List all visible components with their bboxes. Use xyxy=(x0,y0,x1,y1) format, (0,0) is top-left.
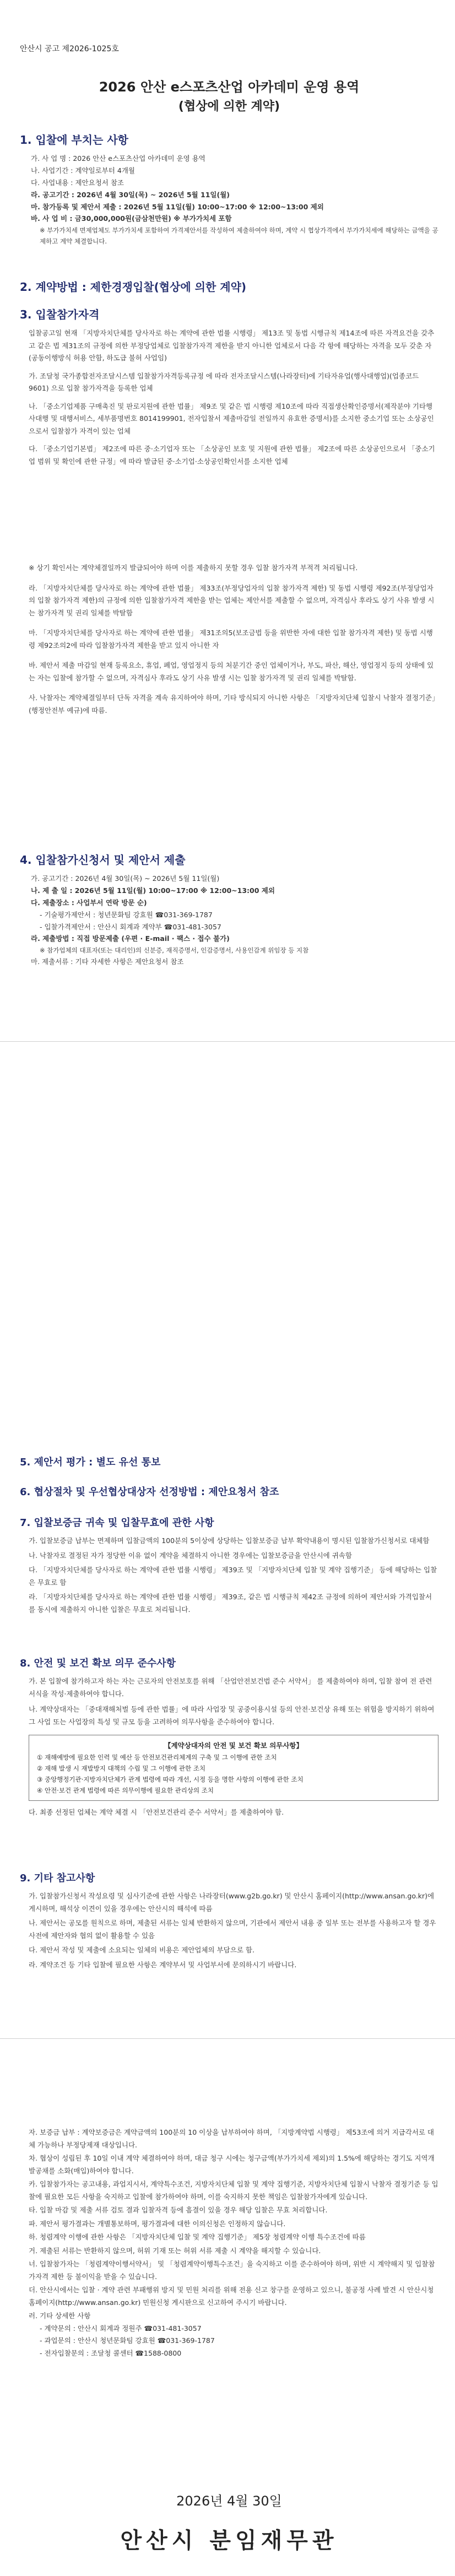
list-item: 다. 최종 선정된 업체는 계약 체결 시 「안전보건관리 준수 서약서」를 제출하여야 함. xyxy=(29,1808,284,1817)
section-4 xyxy=(20,851,438,968)
issuer-name: 안산시 분임재무관 xyxy=(120,2528,338,2553)
note: 라. 「지방자치단체를 당사자로 하는 계약에 관한 법률」 제33조(부정당업자의 입찰 참가자격 제한) 및 동법 시행령 제92조(부정당업자의 입찰 참가자격 제한)의 규정에 의한 입찰참가자격 제한을 받는 업체는 제안서를 제출할 수 없으며, 자격심사 후라도 상기 사유 발생 시는 참가자격 및 권리 일체를 박탈함 xyxy=(29,583,435,617)
contact-item: - 입찰가격제안서 : 안산시 회계과 계약부 ☎031-481-3057 xyxy=(40,922,221,931)
box-item: ② 재해 발생 시 재발방지 대책의 수립 및 그 이행에 관한 조치 xyxy=(37,1765,206,1772)
list-item: 다. 제안서 작성 및 제출에 소요되는 일체의 비용은 제안업체의 부담으로 함. xyxy=(29,1946,254,1954)
section-6 xyxy=(20,1484,438,1498)
document-subtitle: (협상에 의한 계약) xyxy=(178,100,280,113)
list-item: 라. 「지방자치단체를 당사자로 하는 계약에 관한 법률 시행령」 제39조, 같은 법 시행규칙 제42조 규정에 의하여 제안서와 가격입찰서를 동시에 제출하지 아니한 입찰은 무효로 처리됩니다. xyxy=(29,1593,432,1614)
list-item: 나. 계약상대자는 「중대재해처벌 등에 관한 법률」에 따라 사업장 및 공중이용시설 등의 안전·보건상 유해 또는 위험을 방지하기 위하여 그 사업 또는 사업장의 특성 및 규모 등을 고려하여 의무사항을 준수하여야 합니다. xyxy=(29,1705,435,1726)
box-item: ③ 중앙행정기관·지방자치단체가 관계 법령에 따라 개선, 시정 등을 명한 사항의 이행에 관한 조치 xyxy=(37,1776,304,1784)
section-1 xyxy=(20,131,438,247)
list-item: 가. 입찰보증금 납부는 면제하며 입찰금액의 100분의 5이상에 상당하는 입찰보증금 납부 확약내용이 명시된 입찰참가신청서로 대체함 xyxy=(29,1536,430,1545)
note: ※ 부가가치세 면제업체도 부가가치세 포함하여 가격제안서를 작성하여 제출하여야 하며, 계약 시 협상가격에서 부가가치세에 해당하는 금액을 공제하고 계약 체결합니다. xyxy=(40,226,438,246)
document-title: 2026 안산 e스포츠산업 아카데미 운영 용역 xyxy=(99,79,360,95)
section-heading: 5. 제안서 평가 : 별도 유선 통보 xyxy=(20,1457,161,1468)
section-heading: 1. 입찰에 부치는 사항 xyxy=(20,133,128,147)
list-item: 타. 입찰 마감 및 제출 서류 검토 결과 입찰자격 등에 흠결이 있을 경우 해당 입찰은 무효 처리합니다. xyxy=(29,2206,328,2214)
list-item: 다. 사업내용 : 제안요청서 참조 xyxy=(31,178,124,187)
page-break xyxy=(0,2038,455,2039)
list-item: 라. 제출방법 : 직접 방문제출 (우편 · E-mail · 팩스 · 접수 불가) xyxy=(31,934,230,943)
section-3 xyxy=(20,306,438,468)
contact-item: - 계약문의 : 안산시 회계과 정원주 ☎031-481-3057 xyxy=(40,2324,202,2333)
list-item: 나. 사업기간 : 계약일로부터 4개월 xyxy=(31,166,136,175)
list-item: 자. 보증금 납부 : 계약보증금은 계약금액의 100분의 10 이상을 납부하여야 하며, 「지방계약법 시행령」 제53조에 의거 지급각서로 대체 가능하나 부정당제재 대상입니다. xyxy=(29,2128,435,2149)
list-item: 파. 제안서 평가결과는 개별통보하며, 평가결과에 대한 이의신청은 인정하지 않습니다. xyxy=(29,2219,286,2228)
section-heading: 3. 입찰참가자격 xyxy=(20,308,100,321)
section-3-notes xyxy=(20,562,438,717)
section-heading: 2. 계약방법 : 제한경쟁입찰(협상에 의한 계약) xyxy=(20,280,247,294)
section-heading: 8. 안전 및 보건 확보 의무 준수사항 xyxy=(20,1658,176,1669)
list-item: 러. 기타 상세한 사항 xyxy=(29,2312,91,2320)
document-number: 안산시 공고 제2026-1025호 xyxy=(20,45,119,53)
note: ※ 참가업체의 대표자(또는 대리인)의 신분증, 재직증명서, 인감증명서, 사용인감계 위임장 등 지참 xyxy=(40,946,309,955)
obligations-box xyxy=(29,1735,438,1801)
note: ※ 상기 확인서는 계약체결일까지 발급되어야 하며 이를 제출하지 못할 경우 입찰 참가자격 부적격 처리됩니다. xyxy=(29,564,358,572)
note: 바. 제안서 제출 마감일 현재 등록요소, 휴업, 폐업, 영업정지 등의 처분기간 중인 업체이거나, 부도, 파산, 해산, 영업정지 등의 상태에 있는 자는 입찰에 참가할 수 없으며, 자격심사 후라도 상기 사유 발생 시는 입찰 참가자격 및 권리 일체를 박탈함. xyxy=(29,661,434,682)
section-heading: 6. 협상절차 및 우선협상대상자 선정방법 : 제안요청서 참조 xyxy=(20,1486,279,1498)
contact-item: - 과업문의 : 안산시 청년문화팀 강효원 ☎031-369-1787 xyxy=(40,2336,215,2345)
page-break xyxy=(0,1041,455,1042)
section-heading: 9. 기타 참고사항 xyxy=(20,1873,95,1884)
list-item: 더. 안산시에서는 입찰 · 계약 관련 부패행위 방지 및 민원 처리를 위해 전용 신고 창구를 운영하고 있으니, 불공정 사례 발견 시 안산시청 홈페이지(http://www.ansan.go.kr) 민원신청 게시판으로 신고하여 주시기 바랍니다. xyxy=(29,2286,434,2307)
note: 마. 「지방자치단체를 당사자로 하는 계약에 관한 법률」 제31조의5(보조금법 등을 위반한 자에 대한 입찰 참가자격 제한) 및 동법 시행령 제92조의2에 따라 입찰참가자격 제한을 받고 있지 아니한 자 xyxy=(29,629,433,650)
list-item: 다. 제출장소 : 사업부서 연락 방문 순) xyxy=(31,898,147,907)
list-item: 하. 청렴계약 이행에 관한 사항은 「지방자치단체 입찰 및 계약 집행기준」 제5장 청렴계약 이행 특수조건에 따름 xyxy=(29,2233,366,2241)
list-item: 가. 사 업 명 : 2026 안산 e스포츠산업 아카데미 운영 용역 xyxy=(31,154,205,163)
issue-date: 2026년 4월 30일 xyxy=(176,2493,282,2509)
section-heading: 4. 입찰참가신청서 및 제안서 제출 xyxy=(20,853,186,867)
paragraph: 입찰공고일 현재 「지방자치단체를 당사자로 하는 계약에 관한 법률 시행령」 제13조 및 동법 시행규칙 제14조에 따른 자격요건을 갖추고 같은 법 제31조의 규정에 의한 부정당업체로 입찰참가자격 제한을 받지 아니한 업체로서 다음 각 항에 해당하는 자격을 모두 갖춘 자 (공동이행방식 허용 안함, 하도급 불허 사업임) xyxy=(29,329,435,362)
list-item: 가. 공고기간 : 2026년 4월 30일(목) ~ 2026년 5월 11일(월) xyxy=(31,874,220,883)
contact-item: - 기술평가제안서 : 청년문화팀 강효원 ☎031-369-1787 xyxy=(40,910,213,919)
paragraph: 가. 조달청 국가종합전자조달시스템 입찰참가자격등록규정 에 따라 전자조달시스템(나라장터)에 기타자유업(행사대행업)(업종코드 9601) 으로 입찰 참가자격을 등록한 업체 xyxy=(29,371,419,392)
contact-item: - 전자입찰문의 : 조달청 콜센터 ☎1588-0800 xyxy=(40,2348,182,2357)
list-item: 바. 사 업 비 : 금30,000,000원(금삼천만원) ※ 부가가치세 포함 xyxy=(31,214,232,223)
list-item: 라. 공고기간 : 2026년 4월 30일(목) ~ 2026년 5월 11일(월) xyxy=(31,190,230,199)
list-item: 가. 본 입찰에 참가하고자 하는 자는 근로자의 안전보호를 위해 「산업안전보건법 준수 서약서」 를 제출하여야 하며, 입찰 참여 전 관련 서식을 작성·제출하여야 합니다. xyxy=(29,1677,432,1698)
paragraph: 다. 「중소기업기본법」 제2조에 따른 중·소기업자 또는 「소상공인 보호 및 지원에 관한 법률」 제2조에 따른 소상공인으로서 「중소기업 범위 및 확인에 관한 규정」에 따라 발급된 중·소기업·소상공인확인서를 소지한 업체 xyxy=(29,445,435,466)
list-item: 다. 「지방자치단체를 당사자로 하는 계약에 관한 법률 시행령」 제39조 및 「지방자치단체 입찰 및 계약 집행기준」 등에 해당하는 입찰은 무효로 함 xyxy=(29,1566,437,1587)
list-item: 가. 입찰참가신청서 작성요령 및 심사기준에 관한 사항은 나라장터(www.g2b.go.kr) 및 안산시 홈페이지(http://www.ansan.go.kr)에 게시하며, 해석상 이견이 있을 경우에는 안산시의 해석에 따름 xyxy=(29,1892,435,1913)
list-item: 마. 제출서류 : 기타 자세한 사항은 제안요청서 참조 xyxy=(31,957,184,966)
section-7 xyxy=(20,1515,438,1616)
section-9 xyxy=(20,1870,438,1971)
list-item: 라. 계약조건 등 기타 입찰에 필요한 사항은 계약부서 및 사업부서에 문의하시기 바랍니다. xyxy=(29,1960,297,1969)
list-item: 마. 참가등록 및 제안서 제출 : 2026년 5월 11일(월) 10:00~17:00 ※ 12:00~13:00 제외 xyxy=(31,202,324,211)
list-item: 나. 제 출 일 : 2026년 5월 11일(월) 10:00~17:00 ※ 12:00~13:00 제외 xyxy=(31,886,275,895)
list-item: 카. 입찰참가자는 공고내용, 과업지시서, 계약특수조건, 지방자치단체 입찰 및 계약 집행기준, 지방자치단체 입찰시 낙찰자 결정기준 등 입찰에 필요한 모든 사항을 숙지하고 입찰에 참가하여야 하며, 이를 숙지하지 못한 책임은 입찰참가자에게 있습니다. xyxy=(29,2180,438,2201)
section-8 xyxy=(20,1655,438,1819)
section-2 xyxy=(20,278,438,294)
box-item: ④ 안전·보건 관계 법령에 따른 의무이행에 필요한 관리상의 조치 xyxy=(37,1787,214,1795)
note: 사. 낙찰자는 계약체결일부터 단독 자격을 계속 유지하여야 하며, 기타 방식되지 아니한 사항은 「지방자치단체 입찰시 낙찰자 결정기준」(행정안전부 예규)에 따름. xyxy=(29,694,436,715)
list-item: 나. 낙찰자로 결정된 자가 정당한 이유 없이 계약을 체결하지 아니한 경우에는 입찰보증금을 안산시에 귀속함 xyxy=(29,1551,352,1560)
box-caption: 【계약상대자의 안전 및 보건 확보 의무사항】 xyxy=(164,1741,304,1750)
section-heading: 7. 입찰보증금 귀속 및 입찰무효에 관한 사항 xyxy=(20,1517,214,1529)
section-5 xyxy=(20,1454,438,1469)
list-item: 거. 제출된 서류는 반환하지 않으며, 허위 기재 또는 허위 서류 제출 시 계약을 해지할 수 있습니다. xyxy=(29,2246,321,2255)
section-9-continued xyxy=(20,2126,438,2359)
list-item: 너. 입찰참가자는 「청렴계약이행서약서」 및 「청렴계약이행특수조건」을 숙지하고 이를 준수하여야 하며, 위반 시 계약해지 및 입찰참가자격 제한 등 불이익을 받을 수 있습니다. xyxy=(29,2260,435,2281)
paragraph: 나. 「중소기업제품 구매촉진 및 판로지원에 관한 법률」 제9조 및 같은 법 시행령 제10조에 따라 직접생산확인증명서(제작분야 기타행사대행 및 대행서비스, 세부품명번호 8014199901, 전자입찰서 제출마감일 전일까지 유효한 증명서)를 소지한 중소기업 또는 소상공인으로서 입찰참가 자격이 있는 업체 xyxy=(29,402,434,435)
list-item: 나. 제안서는 공모를 원칙으로 하며, 제출된 서류는 일체 반환하지 않으며, 기관에서 제안서 내용 중 일부 또는 전부를 사용하고자 할 경우 사전에 제안자와 협의 없이 활용할 수 있음 xyxy=(29,1919,436,1940)
box-item: ① 재해예방에 필요한 인력 및 예산 등 안전보건관리체계의 구축 및 그 이행에 관한 조치 xyxy=(37,1753,277,1761)
list-item: 차. 협상이 성립된 후 10일 이내 계약 체결하여야 하며, 대금 청구 시에는 청구금액(부가가치세 제외)의 1.5%에 해당하는 경기도 지역개발공채를 소화(매입)하여야 합니다. xyxy=(29,2154,435,2175)
